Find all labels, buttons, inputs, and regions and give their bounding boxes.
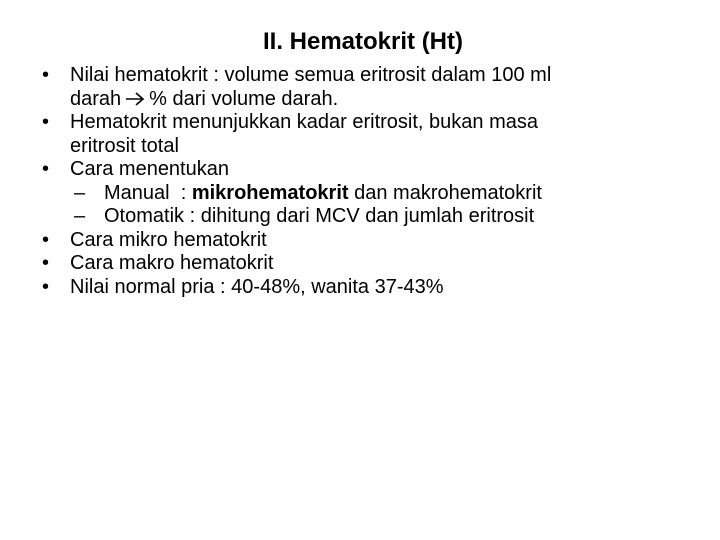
list-item-text: darah — [70, 87, 122, 110]
list-item — [42, 158, 662, 182]
list-item-line: eritrosit total — [70, 134, 179, 157]
list-item — [42, 252, 662, 276]
bullet-icon: • — [42, 228, 50, 251]
list-item — [42, 229, 662, 253]
list-item-text: Cara mikro hematokrit — [70, 228, 267, 251]
right-arrow-icon — [123, 91, 147, 107]
list-item-line — [70, 88, 662, 112]
bullet-icon: • — [42, 275, 50, 298]
sub-item-text: Otomatik : dihitung dari MCV dan jumlah eritrosit — [104, 205, 535, 227]
slide-title — [0, 27, 720, 57]
sub-item-suffix: dan makrohematokrit — [348, 181, 542, 204]
list-item-text: Cara menentukan — [70, 158, 229, 180]
bullet-list — [42, 64, 662, 299]
list-item-text: Cara makro hematokrit — [70, 252, 274, 274]
list-item-text: Nilai normal pria : 40-48%, wanita 37-43% — [70, 275, 444, 298]
list-item-line: Hematokrit menunjukkan kadar eritrosit, bukan masa — [70, 111, 538, 133]
list-item — [42, 64, 662, 111]
dash-icon: – — [74, 205, 86, 227]
sub-list-item — [42, 205, 662, 229]
bullet-icon: • — [42, 252, 50, 274]
list-item-line: Nilai hematokrit : volume semua eritrosit dalam 100 ml — [70, 64, 552, 86]
list-item — [42, 276, 662, 300]
sub-item-bold-text: mikrohematokrit — [191, 181, 349, 204]
dash-icon: – — [74, 181, 86, 204]
sub-item-prefix: Manual : — [104, 181, 192, 204]
bullet-icon: • — [42, 111, 50, 133]
bullet-icon: • — [42, 64, 50, 86]
list-item-text: % dari volume darah. — [149, 87, 339, 110]
sub-list-item — [42, 182, 662, 206]
bullet-icon: • — [42, 158, 50, 180]
list-item — [42, 111, 662, 158]
slide-title-text: II. Hematokrit (Ht) — [262, 28, 463, 55]
